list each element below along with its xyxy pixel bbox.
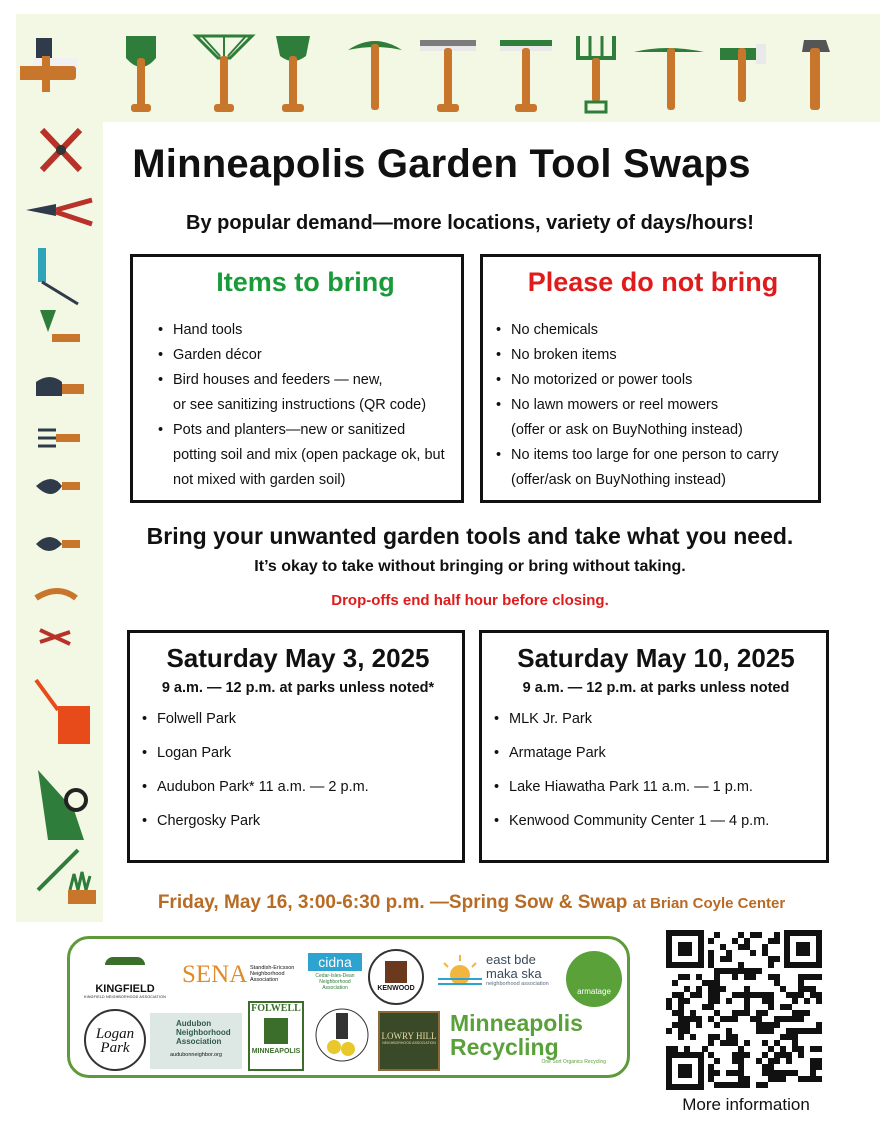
dropoff-note: Drop-offs end half hour before closing. [331, 592, 609, 609]
shovel-icon [276, 36, 310, 112]
pickaxe-icon [348, 41, 402, 110]
list-item-line: Logan Park [157, 745, 232, 761]
list-item-line: Folwell Park [157, 711, 236, 727]
list-item-line: or see sanitizing instructions (QR code) [173, 397, 427, 413]
list-item [494, 443, 812, 493]
items-to-bring-box [130, 254, 464, 503]
kenwood-logo: KENWOOD [368, 949, 424, 1005]
wheelbarrow-icon [38, 770, 86, 890]
list-item [140, 770, 456, 804]
list-item-line: (offer or ask on BuyNothing instead) [511, 422, 743, 438]
list-item [494, 318, 812, 343]
items-to-bring-heading: Items to bring [216, 267, 395, 297]
do-not-bring-heading: Please do not bring [527, 267, 779, 297]
page-title: Minneapolis Garden Tool Swaps [132, 142, 751, 186]
may-10-hours: 9 a.m. — 12 p.m. at parks unless noted [522, 680, 790, 696]
east-bde-maka-ska-logo: east bde maka ska neighborhood association [486, 952, 549, 987]
rake-icon [420, 40, 476, 112]
may-10-date: Saturday May 10, 2025 [517, 643, 795, 673]
list-item-line: Audubon Park* 11 a.m. — 2 p.m. [157, 779, 369, 795]
list-item-line: (offer/ask on BuyNothing instead) [511, 472, 726, 488]
may-10-parks [492, 702, 820, 838]
list-item [140, 804, 456, 838]
list-item-line: Bird houses and feeders — new, [173, 372, 383, 388]
lighthouse-logo [314, 1005, 370, 1067]
bow-rake-icon [500, 40, 552, 112]
may-3-box [127, 630, 465, 863]
sponsor-logos [67, 936, 630, 1078]
list-item [492, 702, 820, 736]
list-item-line: potting soil and mix (open package ok, but [173, 447, 445, 463]
list-item-line: Pots and planters—new or sanitized [173, 422, 406, 438]
friday-event-location: at Brian Coyle Center [632, 895, 786, 912]
list-item-line: MLK Jr. Park [509, 711, 592, 727]
list-item-line: No lawn mowers or reel mowers [511, 397, 719, 413]
friday-event [0, 892, 883, 914]
list-item-line: No motorized or power tools [511, 372, 693, 388]
list-item [156, 418, 455, 493]
fan-rake-icon [196, 36, 252, 112]
list-item-line: Garden décor [173, 347, 262, 363]
list-item-line: Lake Hiawatha Park 11 a.m. — 1 p.m. [509, 779, 753, 795]
list-item-line: Chergosky Park [157, 813, 261, 829]
tagline: Bring your unwanted garden tools and take what you need. [146, 523, 794, 549]
hammer-icon [20, 38, 77, 92]
folwell-logo: FOLWELL MINNEAPOLIS [248, 1001, 304, 1071]
hand-rake-icon [36, 377, 84, 396]
list-item [156, 318, 455, 343]
list-item-line: Hand tools [173, 322, 243, 338]
logan-park-logo: Logan Park [84, 1009, 146, 1071]
qr-code[interactable] [666, 930, 822, 1090]
pitchfork-icon [578, 36, 614, 112]
watering-can-icon [36, 680, 90, 744]
list-item [494, 343, 812, 368]
weeder-icon [38, 248, 78, 304]
hand-fork-icon [38, 430, 80, 446]
trowel-icon [36, 479, 80, 494]
list-item [492, 736, 820, 770]
page-subtitle: By popular demand—more locations, variety of days/hours! [186, 212, 754, 234]
list-item-line: No broken items [511, 347, 617, 363]
list-item-line: No chemicals [511, 322, 599, 338]
minneapolis-recycling-logo: Minneapolis Recycling One Sort Organics Recycling [450, 1010, 606, 1065]
sun-logo [434, 951, 486, 991]
garden-tools-column [22, 120, 102, 920]
kingfield-logo: KINGFIELD KINGFIELD NEIGHBORHOOD ASSOCIATION [82, 957, 168, 999]
list-item [494, 368, 812, 393]
hand-cultivator-icon [40, 310, 80, 342]
list-item [492, 770, 820, 804]
tagline-secondary: It’s okay to take without bringing or bring without taking. [254, 558, 686, 575]
armatage-logo: armatage [566, 951, 622, 1007]
list-item [156, 343, 455, 368]
may-10-box [479, 630, 829, 863]
list-item [140, 736, 456, 770]
hoe-icon [634, 48, 704, 110]
may-3-hours: 9 a.m. — 12 p.m. at parks unless noted* [161, 680, 435, 696]
garden-tools-illustration [20, 18, 880, 122]
lowry-hill-logo: LOWRY HILL NEIGHBORHOOD ASSOCIATION [378, 1011, 440, 1071]
list-item-line: Armatage Park [509, 745, 606, 761]
axe-icon [802, 40, 830, 110]
list-item [156, 368, 455, 418]
do-not-bring-box [480, 254, 821, 503]
cidna-logo: cidna Cedar-Isles-Dean Neighborhood Association [308, 953, 362, 991]
list-item-line: Kenwood Community Center 1 — 4 p.m. [509, 813, 770, 829]
list-item-line: not mixed with garden soil) [173, 472, 346, 488]
clippers-icon [40, 630, 70, 644]
may-3-date: Saturday May 3, 2025 [166, 643, 430, 673]
sena-logo: SENA Standish-Ericsson Neighborhood Association [182, 961, 295, 988]
friday-event-main: Friday, May 16, 3:00-6:30 p.m. —Spring Sow & Swap [157, 892, 628, 913]
items-to-bring-list [156, 318, 455, 493]
may-3-parks [140, 702, 456, 838]
list-item [140, 702, 456, 736]
list-item [492, 804, 820, 838]
mattock-icon [720, 44, 766, 102]
audubon-logo: Audubon Neighborhood Association audubonneighbor.org [150, 1013, 242, 1069]
list-item [494, 393, 812, 443]
list-item-line: No items too large for one person to carry [511, 447, 779, 463]
qr-more-information-label: More information [682, 1095, 810, 1114]
spade-icon [126, 36, 156, 112]
do-not-bring-list [494, 318, 812, 493]
